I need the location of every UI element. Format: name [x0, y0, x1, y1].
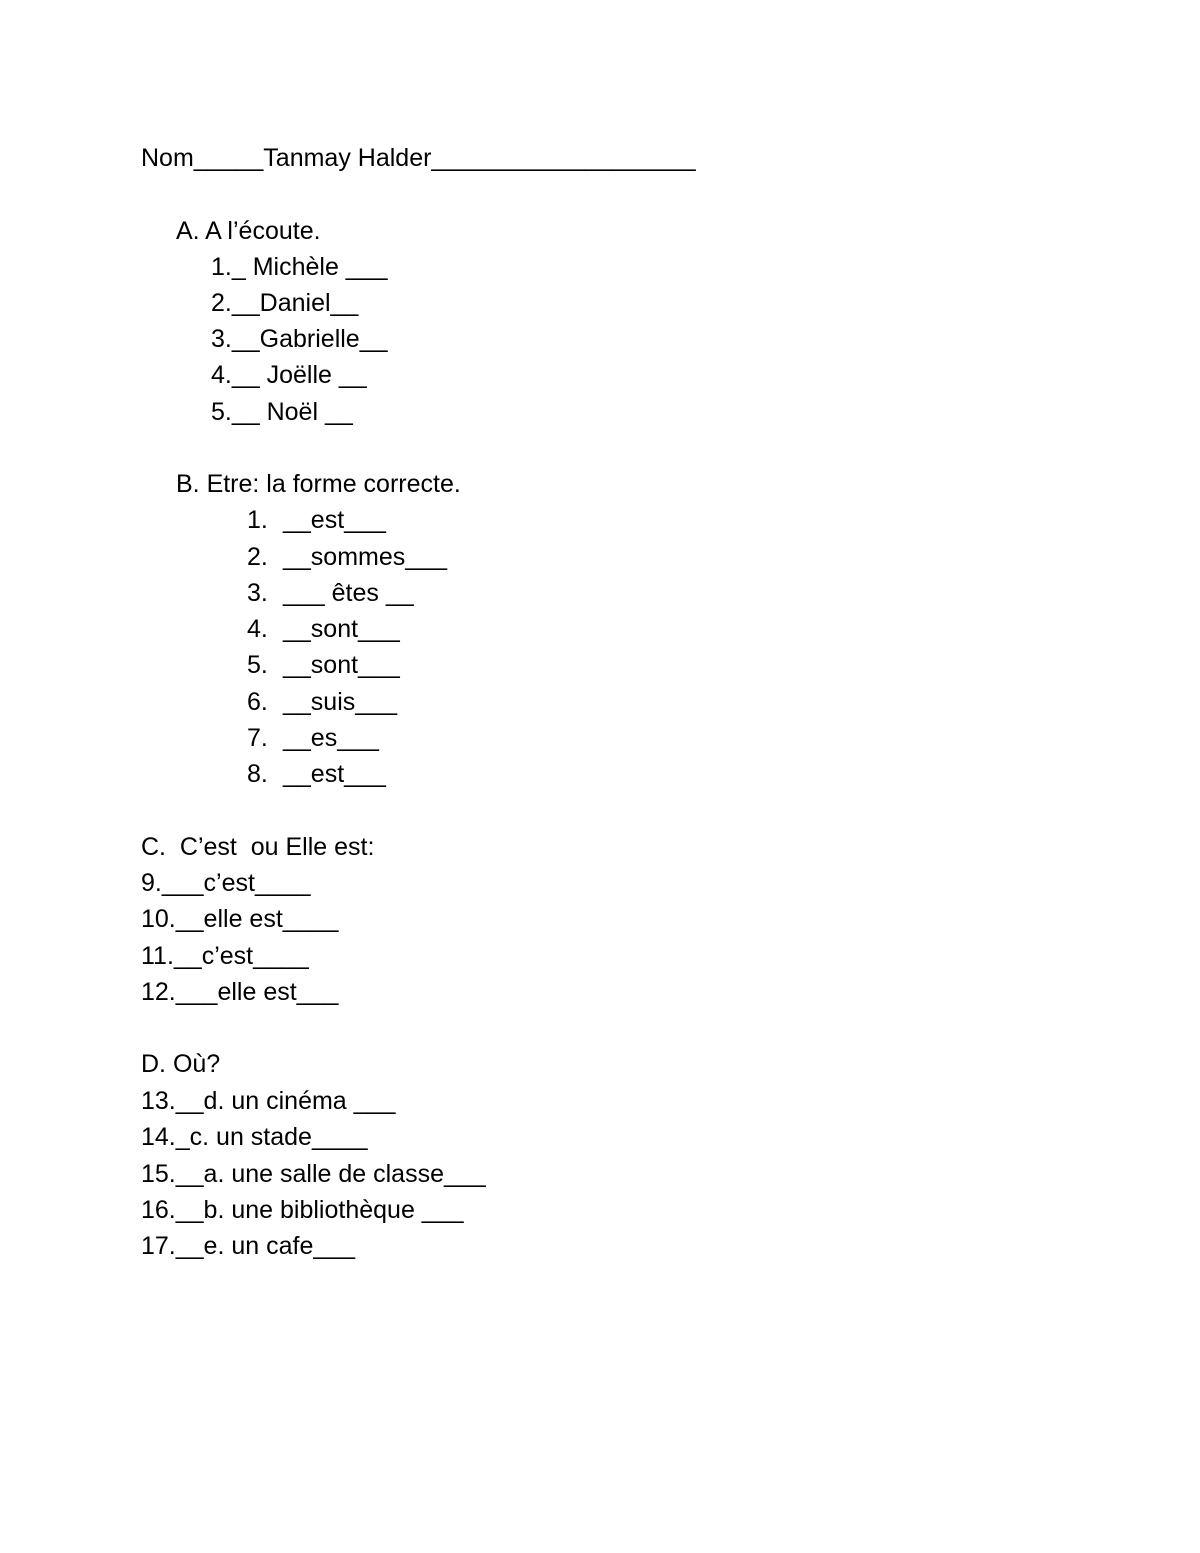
section-c-item: 9.___c’est____	[141, 869, 311, 897]
section-c-heading: C. C’est ou Elle est:	[141, 833, 375, 861]
section-a-item: 2.__Daniel__	[211, 289, 359, 317]
section-d-heading: D. Où?	[141, 1050, 221, 1078]
section-b-item-answer: __sommes___	[283, 543, 447, 571]
section-a-item: 5.__ Noël __	[211, 398, 353, 426]
section-b-item-answer: __sont___	[283, 615, 400, 643]
section-d-item: 15.__a. une salle de classe___	[141, 1160, 486, 1188]
section-c-item: 12.___elle est___	[141, 978, 339, 1006]
section-d-item: 14._c. un stade____	[141, 1123, 368, 1151]
section-d-item: 17.__e. un cafe___	[141, 1232, 356, 1260]
section-b-item-number: 6.	[247, 688, 268, 716]
section-a-item: 1._ Michèle ___	[211, 253, 388, 281]
section-d-item: 16.__b. une bibliothèque ___	[141, 1196, 464, 1224]
name-line: Nom_____Tanmay Halder___________________	[141, 144, 696, 172]
section-b-item-number: 5.	[247, 651, 268, 679]
section-c-item: 11.__c’est____	[141, 942, 309, 970]
section-b-item-answer: __sont___	[283, 651, 400, 679]
section-b-item-answer: __suis___	[283, 688, 397, 716]
section-b-item-answer: __est___	[283, 506, 386, 534]
section-d-item: 13.__d. un cinéma ___	[141, 1087, 396, 1115]
section-b-item-number: 8.	[247, 760, 268, 788]
section-b-item-number: 7.	[247, 724, 268, 752]
section-b-item-answer: ___ êtes __	[283, 579, 414, 607]
section-b-item-number: 1.	[247, 506, 268, 534]
section-b-item-number: 3.	[247, 579, 268, 607]
section-a-item: 4.__ Joëlle __	[211, 361, 367, 389]
section-c-item: 10.__elle est____	[141, 905, 339, 933]
section-b-heading: B. Etre: la forme correcte.	[176, 470, 461, 498]
section-b-item-answer: __est___	[283, 760, 386, 788]
section-b-item-answer: __es___	[283, 724, 379, 752]
section-a-heading: A. A l’écoute.	[176, 217, 321, 245]
section-a-item: 3.__Gabrielle__	[211, 325, 388, 353]
section-b-item-number: 4.	[247, 615, 268, 643]
section-b-item-number: 2.	[247, 543, 268, 571]
